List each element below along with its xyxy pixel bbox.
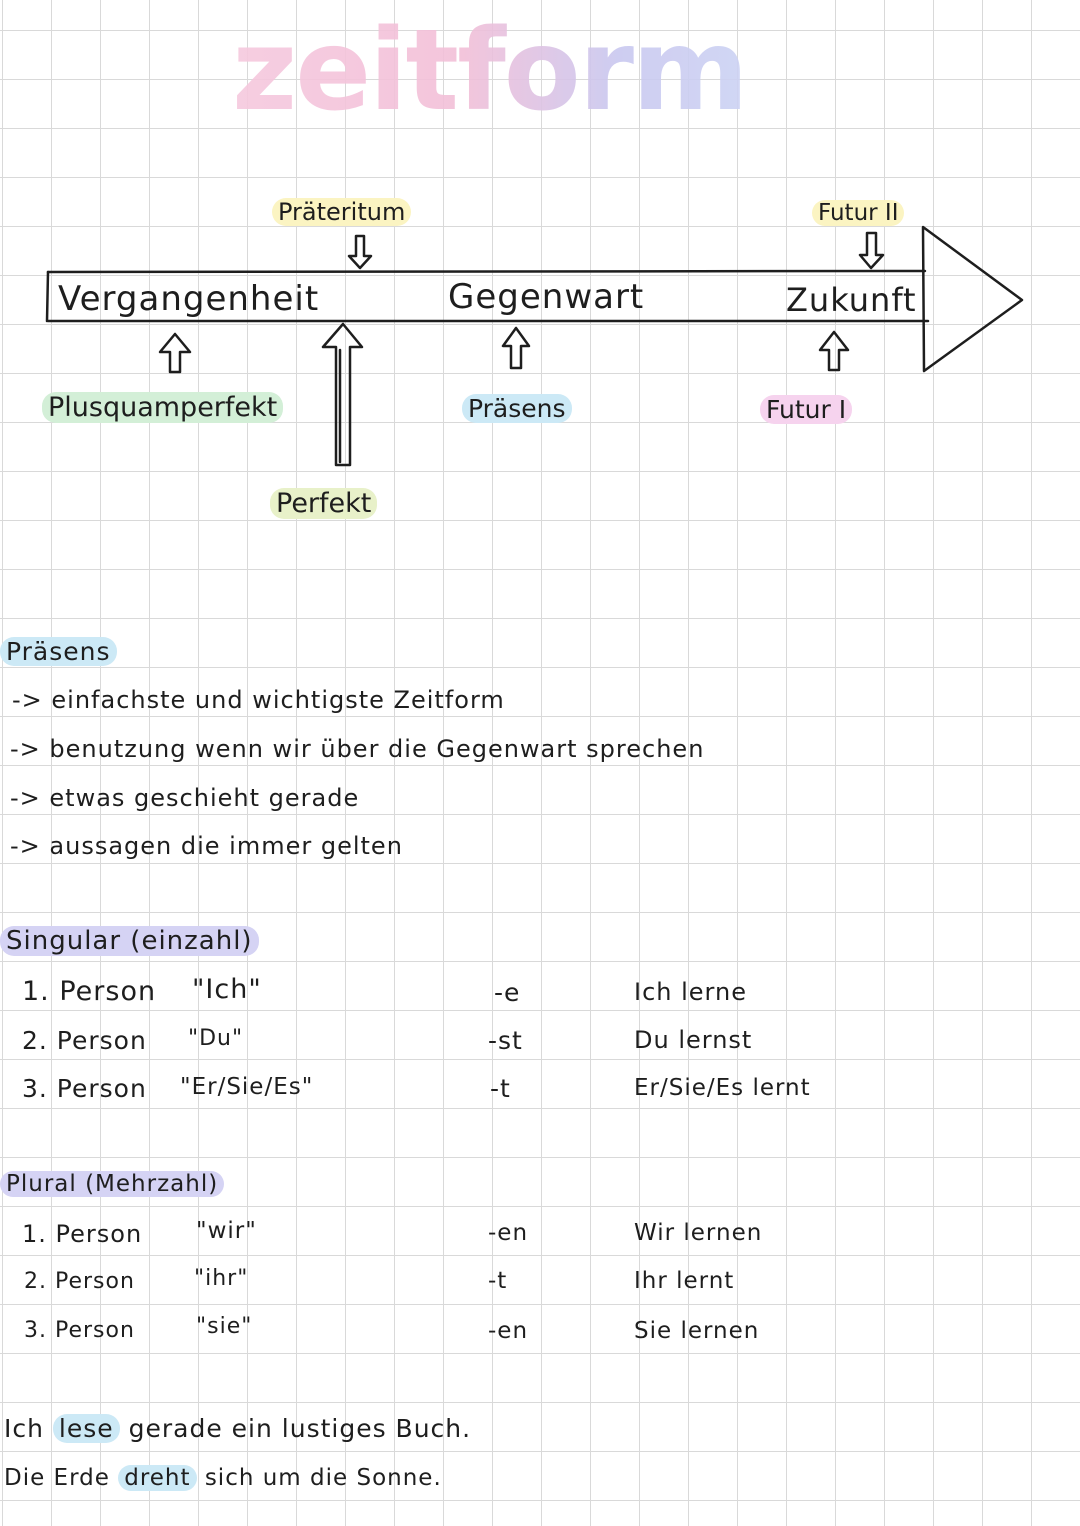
label-perfekt: Perfekt: [270, 488, 377, 519]
singular-example-3: Er/Sie/Es lernt: [634, 1075, 811, 1101]
bullet-4: -> aussagen die immer gelten: [10, 832, 403, 860]
plural-pronoun-1: "wir": [196, 1218, 257, 1244]
singular-person-3: 3. Person: [22, 1074, 147, 1103]
label-praeteritum: Präteritum: [272, 198, 411, 226]
example-2-verb: dreht: [118, 1465, 196, 1491]
plural-pronoun-3: "sie": [196, 1314, 253, 1339]
singular-example-2: Du lernst: [634, 1026, 753, 1054]
singular-ending-1: -e: [494, 978, 521, 1007]
singular-pronoun-1: "Ich": [192, 974, 262, 1005]
plural-ending-3: -en: [488, 1318, 529, 1344]
example-sentence-2: [4, 1465, 442, 1491]
section-heading-praesens: Präsens: [0, 637, 117, 666]
singular-ending-3: -t: [490, 1074, 511, 1103]
example-2-after: sich um die Sonne.: [204, 1465, 442, 1491]
timeline-arrow: [0, 0, 1080, 540]
timeline-present: Gegenwart: [448, 277, 645, 317]
plural-example-1: Wir lernen: [634, 1220, 763, 1246]
plural-person-2: 2. Person: [24, 1269, 135, 1294]
plural-pronoun-2: "ihr": [194, 1266, 249, 1291]
singular-person-2: 2. Person: [22, 1026, 147, 1055]
singular-example-1: Ich lerne: [634, 978, 747, 1006]
timeline-future: Zukunft: [786, 281, 917, 319]
plural-person-1: 1. Person: [22, 1220, 143, 1248]
plural-example-2: Ihr lernt: [634, 1268, 735, 1294]
example-2-before: Die Erde: [4, 1465, 110, 1491]
singular-person-1: 1. Person: [22, 976, 157, 1007]
bullet-2: -> benutzung wenn wir über die Gegenwart sprechen: [10, 735, 705, 763]
label-futur-1: Futur I: [760, 395, 852, 424]
plural-example-3: Sie lernen: [634, 1318, 760, 1344]
singular-ending-2: -st: [488, 1026, 523, 1055]
section-heading-singular: Singular (einzahl): [0, 926, 259, 956]
example-1-after: gerade ein lustiges Buch.: [128, 1414, 472, 1443]
label-plusquamperfekt: Plusquamperfekt: [42, 392, 283, 423]
page-title: zeitform: [232, 6, 747, 136]
timeline-past: Vergangenheit: [58, 279, 320, 319]
plural-ending-1: -en: [488, 1220, 529, 1246]
singular-pronoun-2: "Du": [188, 1026, 244, 1051]
plural-ending-2: -t: [488, 1268, 508, 1294]
bullet-3: -> etwas geschieht gerade: [10, 784, 360, 812]
label-futur-2: Futur II: [812, 200, 904, 226]
plural-person-3: 3. Person: [24, 1318, 135, 1343]
label-praesens: Präsens: [462, 394, 572, 423]
bullet-1: -> einfachste und wichtigste Zeitform: [12, 686, 505, 714]
example-1-verb: lese: [53, 1414, 120, 1443]
singular-pronoun-3: "Er/Sie/Es": [180, 1074, 314, 1100]
example-sentence-1: [4, 1414, 471, 1443]
example-1-before: Ich: [4, 1414, 44, 1443]
section-heading-plural: Plural (Mehrzahl): [0, 1171, 224, 1197]
